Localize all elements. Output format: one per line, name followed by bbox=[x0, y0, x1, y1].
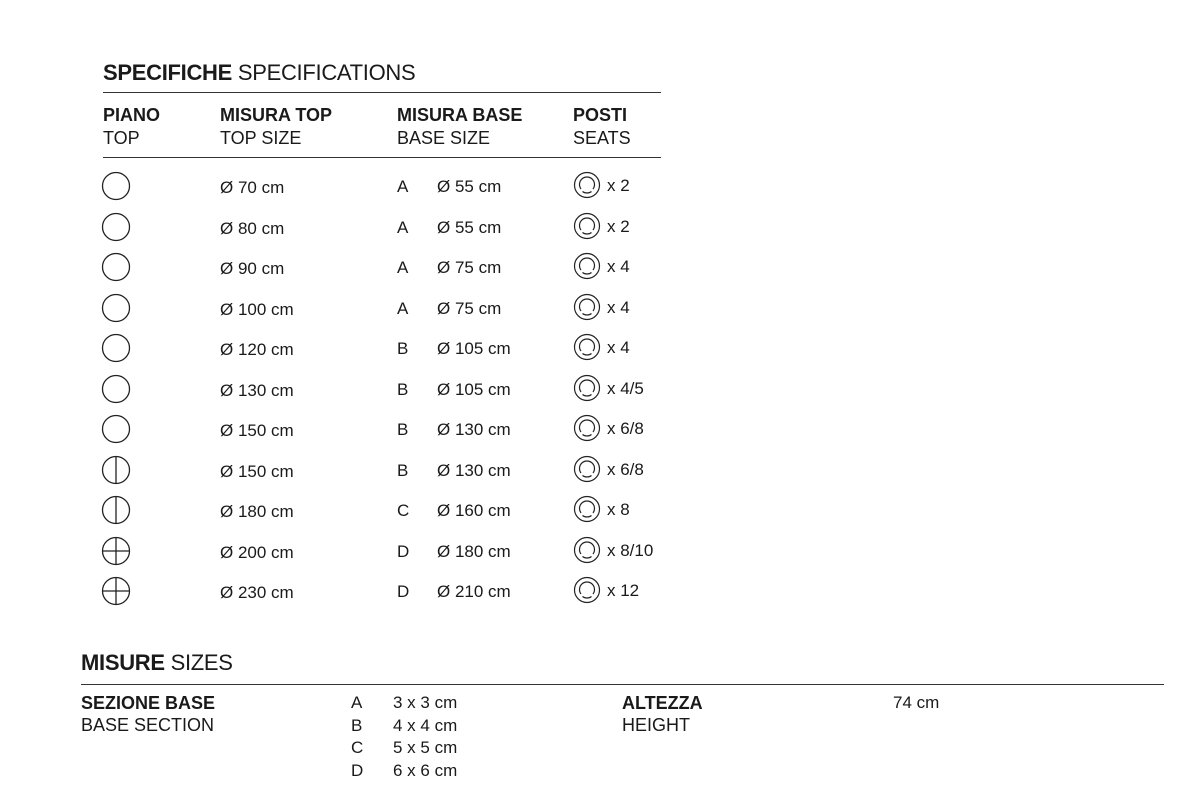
height-value: 74 cm bbox=[893, 693, 940, 712]
sizes-title-en: SIZES bbox=[170, 650, 233, 675]
base-letter-cell: A bbox=[397, 177, 409, 196]
seats-cell: x 6/8 bbox=[607, 419, 644, 438]
specifications-title-en: SPECIFICATIONS bbox=[237, 60, 416, 85]
base-size-cell: Ø 55 cm bbox=[437, 177, 502, 196]
top-size-cell: Ø 70 cm bbox=[220, 178, 285, 197]
specifications-title bbox=[103, 60, 415, 86]
base-letter-cell: B bbox=[397, 339, 409, 358]
seats-cell: x 4 bbox=[607, 257, 630, 276]
base-letter-cell: D bbox=[397, 541, 410, 561]
specifications-top-rule bbox=[103, 92, 661, 93]
seats-cell: x 4 bbox=[607, 338, 630, 357]
quartered-top-icon bbox=[101, 536, 131, 566]
top-size-cell: Ø 200 cm bbox=[220, 542, 294, 562]
base-letter-cell: A bbox=[397, 258, 409, 277]
base-size-cell: Ø 55 cm bbox=[437, 217, 502, 237]
quartered-top-icon bbox=[101, 576, 131, 606]
table-row bbox=[0, 575, 700, 615]
round-top-icon bbox=[101, 414, 131, 444]
seat-icon bbox=[573, 414, 601, 442]
base-letter-cell: B bbox=[397, 420, 409, 439]
base-section-item: A 3 x 3 cm bbox=[351, 693, 458, 712]
base-section-label: SEZIONE BASE BASE SECTION bbox=[81, 693, 216, 735]
base-letter-cell: A bbox=[397, 298, 409, 318]
table-row bbox=[0, 373, 700, 413]
table-row bbox=[0, 332, 700, 372]
table-row bbox=[0, 211, 700, 251]
seats-cell: x 4/5 bbox=[607, 378, 644, 398]
top-size-cell: Ø 80 cm bbox=[220, 218, 285, 238]
top-size-cell: Ø 230 cm bbox=[220, 583, 294, 602]
sizes-title-it: MISURE bbox=[81, 650, 165, 675]
round-top-icon bbox=[101, 252, 131, 282]
base-section-item: B 4 x 4 cm bbox=[351, 715, 458, 735]
base-section-item: D 6 x 6 cm bbox=[351, 760, 458, 780]
base-letter-cell: A bbox=[397, 217, 409, 237]
seats-cell: x 6/8 bbox=[607, 459, 644, 479]
base-letter-cell: B bbox=[397, 460, 409, 480]
base-section-list bbox=[351, 693, 551, 783]
column-header-seats: POSTI SEATS bbox=[573, 105, 631, 148]
sizes-rule bbox=[81, 684, 1164, 685]
seat-icon bbox=[573, 333, 601, 361]
top-size-cell: Ø 120 cm bbox=[220, 340, 294, 359]
table-row bbox=[0, 170, 700, 210]
base-letter-cell: D bbox=[397, 582, 410, 601]
column-header-top: PIANO TOP bbox=[103, 105, 161, 148]
table-row bbox=[0, 494, 700, 534]
column-header-top-size: MISURA TOP TOP SIZE bbox=[220, 105, 333, 148]
seats-cell: x 12 bbox=[607, 581, 640, 600]
round-top-icon bbox=[101, 374, 131, 404]
table-row bbox=[0, 454, 700, 494]
seat-icon bbox=[573, 455, 601, 483]
base-size-cell: Ø 105 cm bbox=[437, 339, 511, 358]
seat-icon bbox=[573, 293, 601, 321]
base-size-cell: Ø 75 cm bbox=[437, 298, 502, 318]
seat-icon bbox=[573, 374, 601, 402]
seat-icon bbox=[573, 576, 601, 604]
table-row bbox=[0, 292, 700, 332]
seat-icon bbox=[573, 536, 601, 564]
round-top-icon bbox=[101, 171, 131, 201]
seats-cell: x 8 bbox=[607, 500, 630, 519]
base-letter-cell: B bbox=[397, 379, 409, 399]
table-row bbox=[0, 251, 700, 291]
round-top-icon bbox=[101, 293, 131, 323]
height-label: ALTEZZA HEIGHT bbox=[622, 693, 703, 735]
top-size-cell: Ø 150 cm bbox=[220, 421, 294, 440]
seats-cell: x 2 bbox=[607, 176, 630, 195]
specifications-header-rule bbox=[103, 157, 661, 158]
seat-icon bbox=[573, 171, 601, 199]
seat-icon bbox=[573, 495, 601, 523]
specifications-title-it: SPECIFICHE bbox=[103, 60, 233, 85]
base-size-cell: Ø 180 cm bbox=[437, 541, 511, 561]
seats-cell: x 2 bbox=[607, 216, 630, 236]
top-size-cell: Ø 150 cm bbox=[220, 461, 294, 481]
base-size-cell: Ø 75 cm bbox=[437, 258, 502, 277]
sizes-title bbox=[81, 650, 233, 676]
round-top-icon bbox=[101, 333, 131, 363]
base-size-cell: Ø 210 cm bbox=[437, 582, 511, 601]
seat-icon bbox=[573, 212, 601, 240]
column-header-base-size: MISURA BASE BASE SIZE bbox=[397, 105, 523, 148]
top-size-cell: Ø 100 cm bbox=[220, 299, 294, 319]
top-size-cell: Ø 180 cm bbox=[220, 502, 294, 521]
seats-cell: x 4 bbox=[607, 297, 630, 317]
top-size-cell: Ø 130 cm bbox=[220, 380, 294, 400]
base-size-cell: Ø 130 cm bbox=[437, 460, 511, 480]
split-top-icon bbox=[101, 455, 131, 485]
base-size-cell: Ø 130 cm bbox=[437, 420, 511, 439]
seats-cell: x 8/10 bbox=[607, 540, 654, 560]
table-row bbox=[0, 413, 700, 453]
split-top-icon bbox=[101, 495, 131, 525]
base-size-cell: Ø 160 cm bbox=[437, 501, 511, 520]
top-size-cell: Ø 90 cm bbox=[220, 259, 285, 278]
base-size-cell: Ø 105 cm bbox=[437, 379, 511, 399]
seat-icon bbox=[573, 252, 601, 280]
base-section-item: C 5 x 5 cm bbox=[351, 738, 458, 757]
base-letter-cell: C bbox=[397, 501, 410, 520]
table-row bbox=[0, 535, 700, 575]
round-top-icon bbox=[101, 212, 131, 242]
